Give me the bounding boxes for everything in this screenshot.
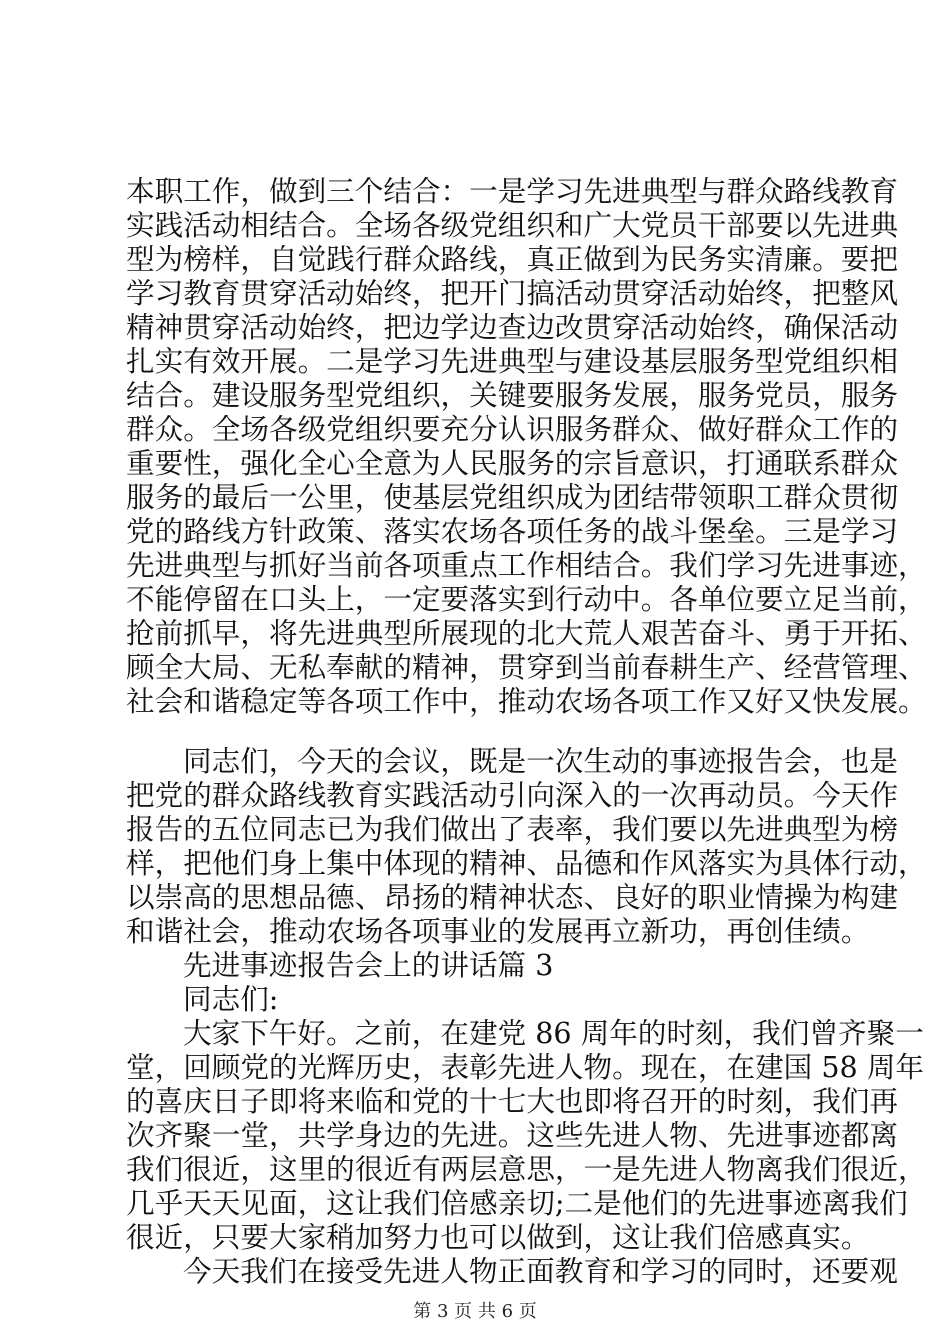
paragraph-3-line: 大家下午好。之前，在建党 86 周年的时刻，我们曾齐聚一 (183, 1016, 924, 1050)
paragraph-1-line: 先进典型与抓好当前各项重点工作相结合。我们学习先进事迹， (126, 548, 927, 582)
paragraph-2-line: 把党的群众路线教育实践活动引向深入的一次再动员。今天作 (126, 778, 899, 812)
paragraph-1-line: 社会和谐稳定等各项工作中，推动农场各项工作又好又快发展。 (126, 684, 927, 718)
page-footer: 第 3 页 共 6 页 (413, 1301, 537, 1322)
salutation: 同志们: (183, 982, 279, 1016)
paragraph-1-line: 学习教育贯穿活动始终，把开门搞活动贯穿活动始终，把整风 (126, 276, 899, 310)
section-title: 先进事迹报告会上的讲话篇 3 (183, 948, 554, 982)
paragraph-3-line: 次齐聚一堂，共学身边的先进。这些先进人物、先进事迹都离 (126, 1118, 899, 1152)
paragraph-1-line: 顾全大局、无私奉献的精神，贯穿到当前春耕生产、经营管理、 (126, 650, 927, 684)
paragraph-3-line: 的喜庆日子即将来临和党的十七大也即将召开的时刻，我们再 (126, 1084, 899, 1118)
paragraph-2-line: 同志们，今天的会议，既是一次生动的事迹报告会，也是 (183, 744, 898, 778)
paragraph-3-line: 很近，只要大家稍加努力也可以做到，这让我们倍感真实。 (126, 1220, 870, 1254)
paragraph-1-line: 结合。建设服务型党组织，关键要服务发展，服务党员，服务 (126, 378, 899, 412)
paragraph-4-line: 今天我们在接受先进人物正面教育和学习的同时，还要观 (183, 1254, 898, 1288)
paragraph-3-line: 堂，回顾党的光辉历史，表彰先进人物。现在，在建国 58 周年 (126, 1050, 925, 1084)
paragraph-2-line: 报告的五位同志已为我们做出了表率，我们要以先进典型为榜 (126, 812, 899, 846)
paragraph-3-line: 几乎天天见面，这让我们倍感亲切;二是他们的先进事迹离我们 (126, 1186, 908, 1220)
paragraph-1-line: 服务的最后一公里，使基层党组织成为团结带领职工群众贯彻 (126, 480, 899, 514)
paragraph-1-line: 实践活动相结合。全场各级党组织和广大党员干部要以先进典 (126, 208, 899, 242)
paragraph-3-line: 我们很近，这里的很近有两层意思，一是先进人物离我们很近， (126, 1152, 927, 1186)
paragraph-1-line: 抢前抓早，将先进典型所展现的北大荒人艰苦奋斗、勇于开拓、 (126, 616, 927, 650)
paragraph-1-line: 本职工作，做到三个结合：一是学习先进典型与群众路线教育 (126, 174, 899, 208)
paragraph-1-line: 重要性，强化全心全意为人民服务的宗旨意识，打通联系群众 (126, 446, 899, 480)
paragraph-1-line: 型为榜样，自觉践行群众路线，真正做到为民务实清廉。要把 (126, 242, 899, 276)
paragraph-2-line: 和谐社会，推动农场各项事业的发展再立新功，再创佳绩。 (126, 914, 870, 948)
paragraph-1-line: 党的路线方针政策、落实农场各项任务的战斗堡垒。三是学习 (126, 514, 899, 548)
paragraph-1-line: 不能停留在口头上，一定要落实到行动中。各单位要立足当前， (126, 582, 927, 616)
paragraph-2-line: 以崇高的思想品德、昂扬的精神状态、良好的职业情操为构建 (126, 880, 899, 914)
paragraph-1-line: 扎实有效开展。二是学习先进典型与建设基层服务型党组织相 (126, 344, 899, 378)
paragraph-2-line: 样，把他们身上集中体现的精神、品德和作风落实为具体行动， (126, 846, 927, 880)
paragraph-1-line: 群众。全场各级党组织要充分认识服务群众、做好群众工作的 (126, 412, 899, 446)
paragraph-1-line: 精神贯穿活动始终，把边学边查边改贯穿活动始终，确保活动 (126, 310, 899, 344)
